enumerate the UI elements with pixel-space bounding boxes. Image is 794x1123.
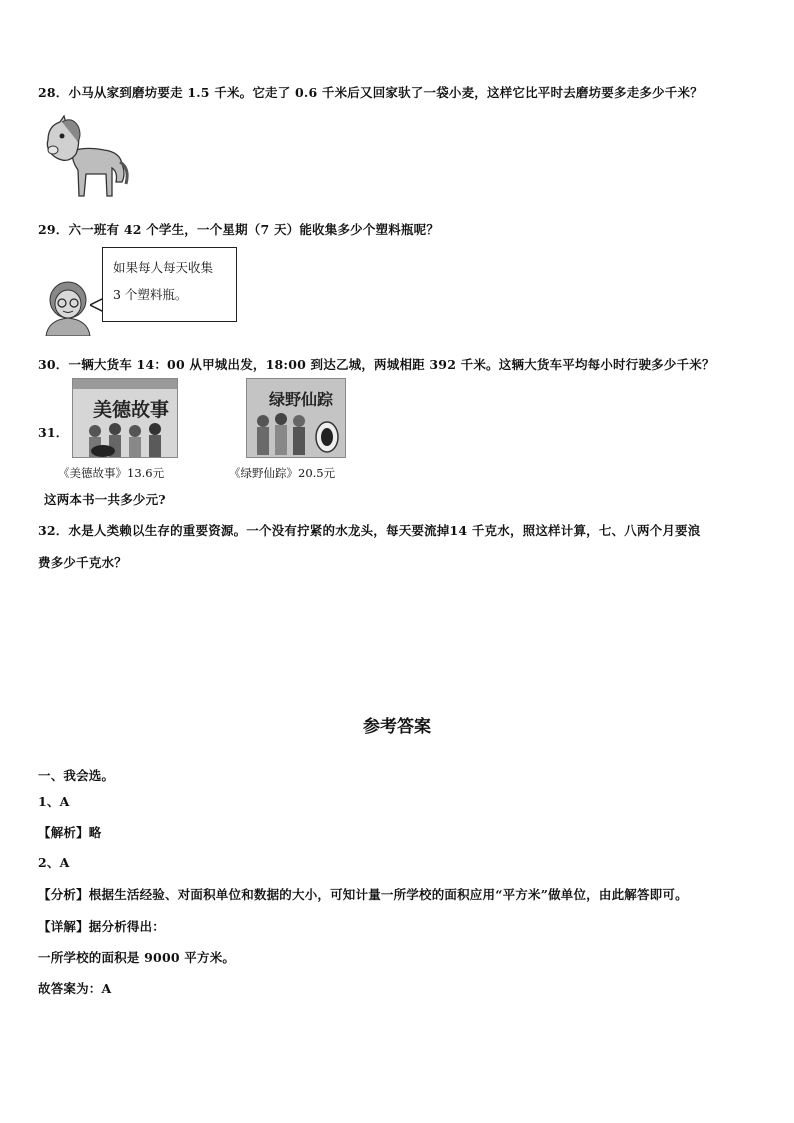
book-cover-title-1: 美德故事	[93, 399, 170, 421]
answers-title: 参考答案	[363, 717, 431, 737]
book-cover-virtue-stories	[72, 378, 178, 458]
book-cover-title-2: 绿野仙踪	[269, 390, 334, 409]
question-31-text: 这两本书一共多少元?	[44, 492, 166, 507]
teacher-avatar-illustration	[40, 278, 96, 336]
book-caption-1: 《美德故事》13.6元	[58, 466, 165, 480]
answer-2: 2、A	[38, 855, 70, 870]
speech-bubble-line-1: 如果每人每天收集	[113, 260, 214, 275]
book-cover-characters-image	[251, 409, 343, 457]
answer-2-analysis: 【分析】根据生活经验、对面积单位和数据的大小，可知计量一所学校的面积应用“平方米”做单位，由此解答即可。	[38, 887, 688, 902]
speech-bubble	[102, 247, 237, 322]
question-32-line-1: 32．水是人类赖以生存的重要资源。一个没有拧紧的水龙头，每天要流掉14 千克水，照这样计算，七、八两个月要浪	[38, 523, 701, 538]
answer-1: 1、A	[38, 794, 70, 809]
horse-illustration	[42, 112, 130, 200]
answer-2-result: 故答案为：A	[38, 981, 112, 996]
question-32-line-2: 费多少千克水？	[38, 555, 127, 570]
book-cover-wizard-of-oz	[246, 378, 346, 458]
answers-section-1-heading: 一、我会选。	[38, 768, 115, 783]
question-29: 29．六一班有 42 个学生，一个星期（7 天）能收集多少个塑料瓶呢？	[38, 222, 440, 237]
speech-bubble-line-2: 3 个塑料瓶。	[113, 287, 188, 302]
answer-2-line: 一所学校的面积是 9000 平方米。	[38, 950, 236, 965]
answer-1-analysis: 【解析】略	[38, 825, 102, 840]
question-30: 30．一辆大货车 14：00 从甲城出发，18:00 到达乙城，两城相距 392 千米。这辆大货车平均每小时行驶多少千米？	[38, 357, 715, 372]
answer-2-detail: 【详解】据分析得出：	[38, 919, 166, 934]
book-caption-2: 《绿野仙踪》20.5元	[229, 466, 336, 480]
question-28: 28．小马从家到磨坊要走 1.5 千米。它走了 0.6 千米后又回家驮了一袋小麦，这样它比平时去磨坊要多走多少千米？	[38, 85, 703, 100]
book-cover-children-image	[81, 421, 173, 457]
question-31-number: 31．	[38, 425, 69, 440]
